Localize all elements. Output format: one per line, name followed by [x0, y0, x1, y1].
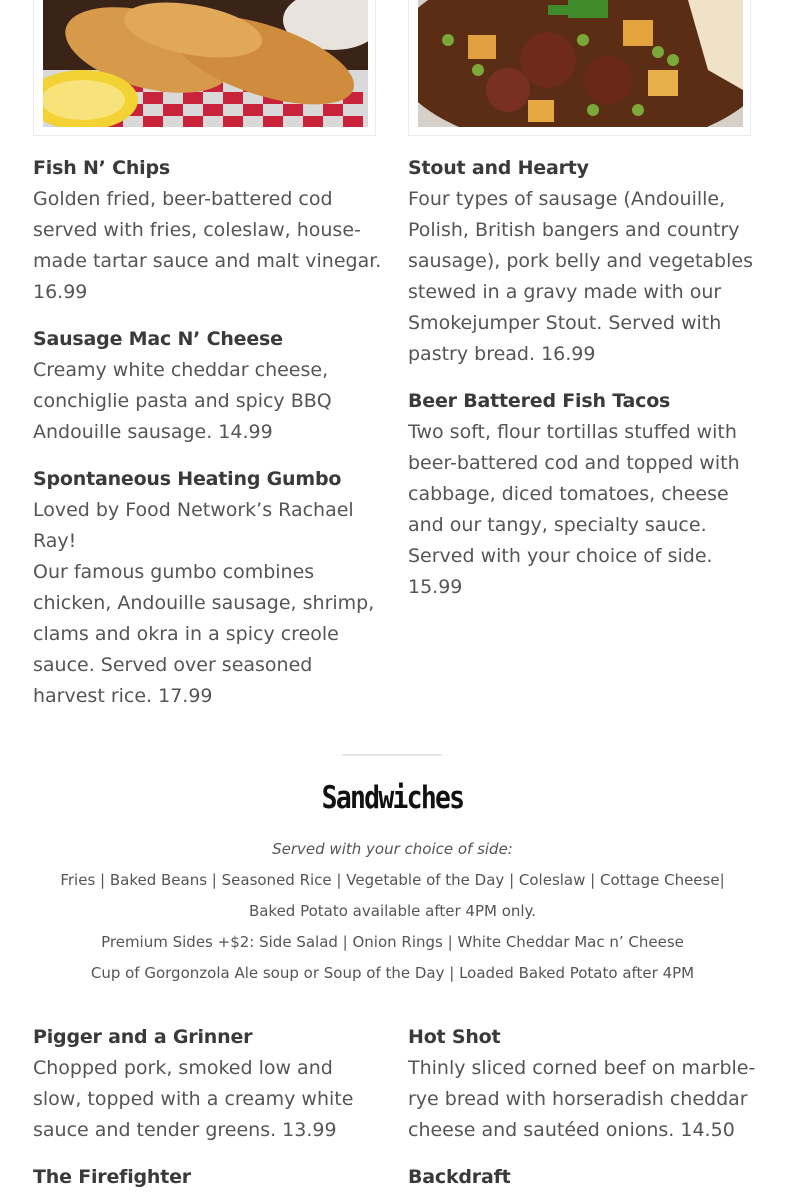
item-title: Spontaneous Heating Gumbo	[33, 468, 342, 490]
sandwich-column-left	[33, 1022, 383, 1193]
premium-sides: Premium Sides +$2: Side Salad | Onion Rings | White Cheddar Mac n’ Cheese	[101, 933, 684, 951]
stout-hearty-photo	[418, 0, 743, 127]
section-title: Sandwiches	[321, 780, 464, 816]
item-description: Loved by Food Network’s Rachael Ray!	[33, 499, 354, 552]
item-title: Sausage Mac N’ Cheese	[33, 328, 283, 350]
menu-column-left	[33, 153, 383, 728]
item-description: Creamy white cheddar cheese, conchiglie pasta and spicy BBQ Andouille sausage. 14.99	[33, 359, 332, 443]
item-title: Fish N’ Chips	[33, 157, 170, 179]
sandwich-column-right	[408, 1022, 758, 1193]
item-description: Four types of sausage (Andouille, Polish, British bangers and country sausage), pork belly and vegetables stewed in a gravy made with our Smokejumper Stout. Served with pastry bread. 16.99	[408, 188, 753, 365]
stout-hearty-photo-frame	[408, 0, 751, 136]
item-title: The Firefighter	[33, 1166, 191, 1188]
fish-chips-photo	[43, 0, 368, 127]
item-title: Backdraft	[408, 1166, 511, 1188]
item-description: Golden fried, beer-battered cod served with fries, coleslaw, house-made tartar sauce and malt vinegar. 16.99	[33, 188, 382, 303]
item-title: Beer Battered Fish Tacos	[408, 390, 671, 412]
item-description: Our famous gumbo combines chicken, Andouille sausage, shrimp, clams and okra in a spicy creole sauce. Served over seasoned harvest rice. 17.99	[33, 561, 375, 707]
soup-sides: Cup of Gorgonzola Ale soup or Soup of the Day | Loaded Baked Potato after 4PM	[90, 964, 695, 982]
section-divider	[342, 754, 442, 756]
fish-chips-photo-frame	[33, 0, 376, 136]
sides-info	[0, 834, 785, 989]
item-title: Hot Shot	[408, 1026, 501, 1048]
item-title: Pigger and a Grinner	[33, 1026, 253, 1048]
sides-note: Baked Potato available after 4PM only.	[248, 902, 537, 920]
sides-list: Fries | Baked Beans | Seasoned Rice | Vegetable of the Day | Coleslaw | Cottage Cheese|	[60, 871, 725, 889]
sides-intro: Served with your choice of side:	[272, 840, 513, 858]
item-title: Stout and Hearty	[408, 157, 589, 179]
item-description: Chopped pork, smoked low and slow, topped with a creamy white sauce and tender greens. 13.99	[33, 1057, 354, 1141]
item-description: Two soft, flour tortillas stuffed with beer-battered cod and topped with cabbage, diced tomatoes, cheese and our tangy, specialty sauce. Served with your choice of side. 15.99	[408, 421, 740, 598]
item-description: Thinly sliced corned beef on marble-rye bread with horseradish cheddar cheese and sautéed onions. 14.50	[408, 1057, 756, 1141]
menu-column-right	[408, 153, 758, 619]
